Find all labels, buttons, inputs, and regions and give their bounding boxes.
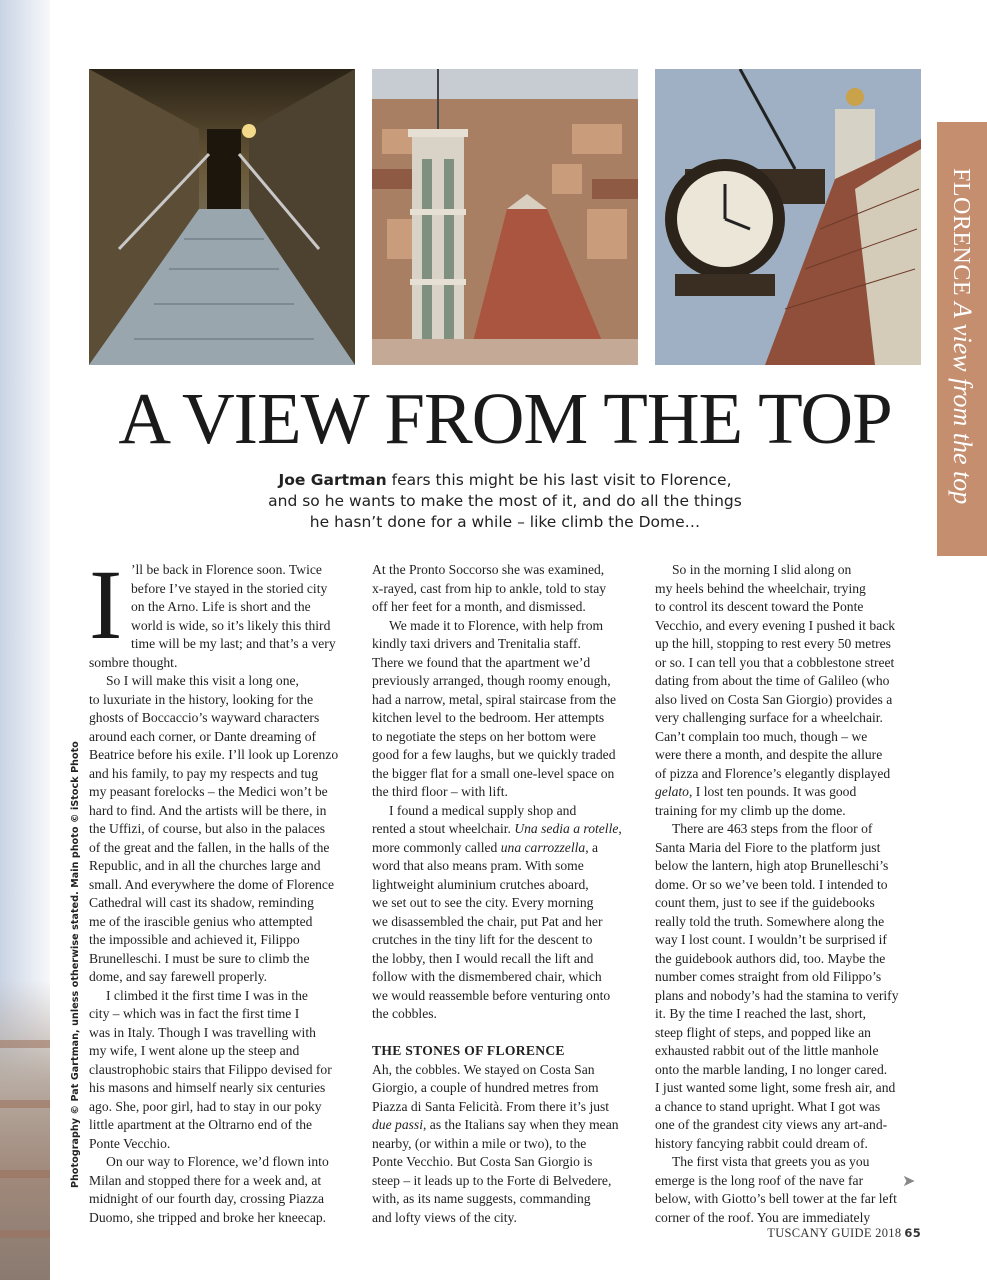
text-line: also lived on Costa San Giorgio) provides a (655, 691, 893, 707)
text-line: the bigger flat for a small one-level space on (372, 765, 615, 781)
text-line: up the hill, stopping to rest every 50 metres (655, 636, 891, 651)
text-line: claustrophobic stairs that Filippo devised for (89, 1061, 332, 1077)
text-line: city – which was in fact the first time I (89, 1006, 300, 1021)
text-line: due passi, as the Italians say when they mean (372, 1117, 619, 1132)
text-line: one of the grandest city views any art-and- (655, 1117, 888, 1132)
standfirst-line-1: fears this might be his last visit to Florence, (386, 471, 732, 489)
text-line: Santa Maria del Fiore to the platform just (655, 839, 881, 855)
text-line: I found a medical supply shop and (389, 802, 577, 818)
text-line: my heels behind the wheelchair, trying (655, 580, 866, 596)
side-tab-section: FLORENCE (948, 168, 974, 297)
text-line: more commonly called una carrozzella, a (372, 839, 599, 855)
subheading: THE STONES OF FLORENCE (372, 1043, 565, 1058)
column-3-lines-a (655, 561, 923, 783)
text-line: time will be my last; and that’s a very (131, 636, 336, 651)
text-line: Republic, and in all the churches large and (89, 858, 321, 873)
text-line: onto the marble landing, I no longer cared. (655, 1061, 888, 1077)
text-line: of the great and the fallen, in the halls of the (89, 839, 330, 855)
text-line: we would reassemble before venturing onto (372, 987, 611, 1003)
text-line: rented a stout wheelchair. Una sedia a rotelle, (372, 821, 622, 836)
text-line: Brunelleschi. I must be sure to climb the (89, 950, 310, 966)
text-line: to control its descent toward the Ponte (655, 599, 864, 614)
standfirst-line-3: he hasn’t done for a while – like climb the Dome… (309, 513, 701, 531)
standfirst-line-2: and so he wants to make the most of it, and do all the things (268, 492, 742, 510)
headline: A VIEW FROM THE TOP (118, 378, 892, 459)
continue-arrow-icon: ➤ (902, 1171, 916, 1190)
text-line: previously arranged, though roomy enough, (372, 673, 611, 688)
text-line: to luxuriate in the history, looking for the (89, 691, 314, 707)
photo-credit: Photography © Pat Gartman, unless otherwise stated. Main photo © iStock Photo (70, 741, 81, 1188)
section-side-tab (937, 122, 987, 556)
text-line: history fancying rabbit could dream of. (655, 1135, 868, 1151)
column-2-lines-b (372, 857, 640, 1024)
text-line: kindly taxi drivers and Trenitalia staff. (372, 636, 581, 651)
text-line: and lofty views of the city. (372, 1209, 517, 1225)
text-line: Duomo, she tripped and broke her kneecap. (89, 1209, 327, 1225)
text-line: to negotiate the steps on her bottom were (372, 728, 596, 744)
dropcap-lines (89, 549, 357, 660)
article-column-2 (372, 561, 640, 1227)
text-line: very challenging surface for a wheelchair. (655, 710, 883, 725)
text-line: Milan and stopped there for a week and, at (89, 1172, 322, 1188)
text-line: On our way to Florence, we’d flown into (106, 1154, 329, 1169)
text-line: There are 463 steps from the floor of (672, 821, 873, 836)
text-line: of pizza and Florence’s elegantly displayed (655, 765, 891, 781)
text-line: follow with the dismembered chair, which (372, 969, 602, 984)
text-line: my peasant forelocks – the Medici won’t be (89, 784, 328, 799)
text-line: I just wanted some light, some fresh air, and (655, 1080, 896, 1095)
text-line: the impossible and achieved it, Filippo (89, 932, 300, 947)
page-number: 65 (904, 1226, 921, 1240)
text-line: crutches in the tiny lift for the descent to (372, 932, 593, 947)
text-line: sombre thought. (89, 654, 178, 670)
text-line: on the Arno. Life is short and the (131, 599, 311, 614)
text-line: Ponte Vecchio. But Costa San Giorgio is (372, 1154, 593, 1169)
text-line: little apartment at the Oltrarno end of the (89, 1117, 313, 1132)
text-line: his masons and himself nearly six centuries (89, 1080, 326, 1095)
text-line: I climbed it the first time I was in the (106, 987, 308, 1003)
text-line: exhausted rabbit out of the little manhole (655, 1043, 879, 1058)
text-line: dome. Or so we’ve been told. I intended to (655, 876, 888, 892)
column-3-lines-b (655, 802, 923, 1228)
text-line: training for my climb up the dome. (655, 802, 846, 818)
drop-cap: I (89, 549, 123, 660)
text-line: Ah, the cobbles. We stayed on Costa San (372, 1061, 595, 1077)
side-tab-subtitle: A view from the top (948, 302, 977, 505)
text-line: lightweight aluminium crutches aboard, (372, 876, 589, 892)
text-line: word that also means pram. With some (372, 858, 584, 873)
publication-name: TUSCANY GUIDE 2018 (767, 1226, 902, 1240)
text-line: it. By the time I reached the last, short, (655, 1006, 867, 1021)
text-line: below the lantern, high atop Brunelleschi’s (655, 858, 889, 873)
photo-stairway-tunnel (89, 69, 355, 365)
text-line: Can’t complain too much, though – we (655, 728, 868, 744)
text-line: At the Pronto Soccorso she was examined, (372, 562, 605, 577)
text-line: the third floor – with lift. (372, 784, 508, 799)
article-column-3 (655, 561, 923, 1227)
text-line: before I’ve stayed in the storied city (131, 580, 328, 596)
text-line: So in the morning I slid along on (672, 562, 852, 577)
text-line: we disassembled the chair, put Pat and her (372, 913, 603, 929)
text-line: dating from about the time of Galileo (who (655, 673, 890, 688)
text-line: nearby, (or within a mile or two), to the (372, 1135, 587, 1151)
text-line: had a narrow, metal, spiral staircase from the (372, 691, 617, 707)
text-line: ago. She, poor girl, had to stay in our poky (89, 1098, 322, 1114)
side-tab-text (947, 168, 977, 504)
text-line: my wife, I went alone up the steep and (89, 1043, 300, 1058)
text-line: way I lost count. I wouldn’t be surprised if (655, 932, 887, 947)
text-line: ghosts of Boccaccio’s wayward characters (89, 710, 320, 725)
column-2-lines-a (372, 561, 640, 820)
text-line: kitchen level to the bedroom. Her attempts (372, 710, 605, 725)
text-line: was in Italy. Though I was travelling with (89, 1024, 316, 1040)
text-line: we set out to see the city. Every morning (372, 895, 594, 910)
text-line: ’ll be back in Florence soon. Twice (131, 562, 322, 577)
text-line: x-rayed, cast from hip to ankle, told to stay (372, 580, 607, 596)
text-line: off her feet for a month, and dismissed. (372, 599, 586, 614)
text-line: the lobby, then I would recall the lift and (372, 950, 594, 966)
text-line: the cobbles. (372, 1006, 437, 1021)
article-column-1 (89, 549, 357, 1227)
text-line: and his family, to pay my respects and tug (89, 765, 319, 781)
text-line: We made it to Florence, with help from (389, 617, 604, 633)
author-name: Joe Gartman (278, 471, 387, 489)
text-line: Ponte Vecchio. (89, 1135, 171, 1151)
text-line: plans and nobody’s had the stamina to verify (655, 987, 899, 1003)
text-line: The first vista that greets you as you (672, 1154, 870, 1169)
column-1-lines (89, 654, 357, 1228)
text-line: corner of the roof. You are immediately (655, 1209, 871, 1225)
text-line: Cathedral will cast its shadow, reminding (89, 895, 314, 910)
page-footer (767, 1226, 921, 1241)
column-2-lines-c (372, 1061, 640, 1117)
text-line: with, as its name suggests, commanding (372, 1191, 591, 1206)
photo-clock-and-dome (655, 69, 921, 365)
text-line: Giorgio, a couple of hundred metres from (372, 1080, 599, 1095)
text-line: steep flight of steps, and popped like an (655, 1024, 871, 1040)
text-line: emerge is the long roof of the nave far (655, 1172, 864, 1188)
text-line: the guidebook authors did, too. Maybe the (655, 950, 886, 966)
text-line: or so. I can tell you that a cobblestone street (655, 654, 895, 670)
text-line: Piazza di Santa Felicità. From there it’s just (372, 1098, 610, 1114)
text-line: were there a month, and despite the allure (655, 747, 883, 762)
text-line: a chance to stand upright. What I got was (655, 1098, 881, 1114)
text-line: really told the truth. Somewhere along the (655, 913, 885, 929)
text-line: small. And everywhere the dome of Florence (89, 876, 334, 892)
text-line: There we found that the apartment we’d (372, 654, 591, 670)
left-edge-cityscape (0, 980, 50, 1280)
text-line: good for a few laughs, but we quickly traded (372, 747, 616, 762)
text-line: midnight of our fourth day, crossing Piazza (89, 1191, 325, 1206)
photo-bell-tower-view (372, 69, 638, 365)
text-line: the Uffizi, of course, but also in the palaces (89, 821, 326, 836)
text-line: me of the irascible genius who attempted (89, 913, 313, 929)
text-line: steep – it leads up to the Forte di Belvedere, (372, 1172, 612, 1188)
text-line: Beatrice before his exile. I’ll look up Lorenzo (89, 747, 339, 762)
text-line: dome, and say farewell properly. (89, 969, 268, 984)
text-line: count them, just to see if the guidebooks (655, 895, 875, 910)
text-line: So I will make this visit a long one, (106, 673, 299, 688)
text-line: below, with Giotto’s bell tower at the far left (655, 1191, 897, 1206)
text-line: world is wide, so it’s likely this third (131, 617, 331, 633)
text-line: number comes straight from old Filippo’s (655, 969, 882, 984)
text-line: around each corner, or Dante dreaming of (89, 728, 317, 744)
text-line: hard to find. And the artists will be there, in (89, 802, 327, 818)
text-line: gelato, I lost ten pounds. It was good (655, 784, 857, 799)
standfirst (220, 470, 790, 533)
column-2-lines-d (372, 1135, 640, 1228)
text-line: Vecchio, and every evening I pushed it back (655, 617, 896, 633)
